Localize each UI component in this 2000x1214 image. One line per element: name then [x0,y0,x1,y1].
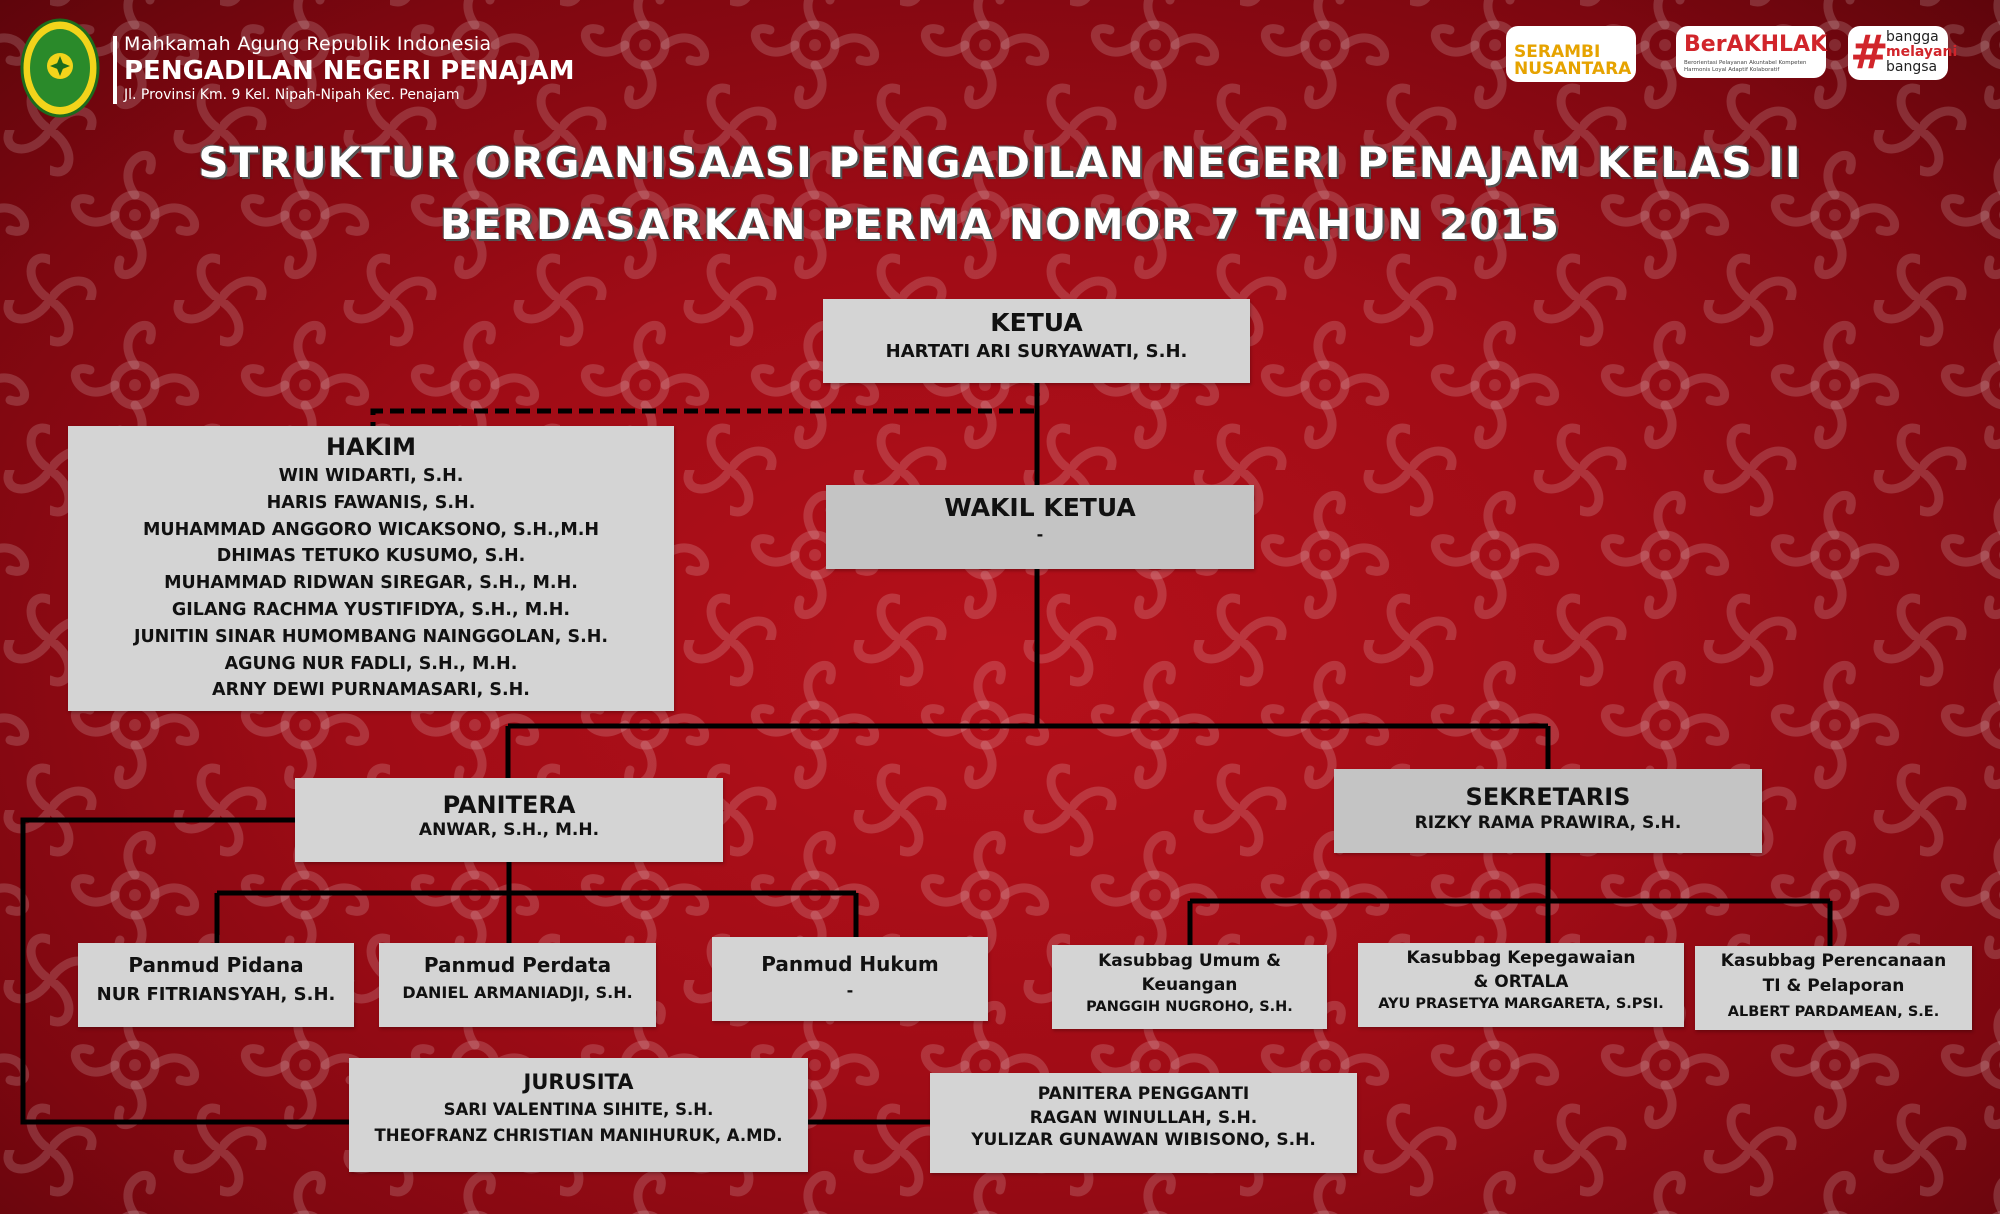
node-wakil-ketua [826,485,1254,569]
node-name: PANGGIH NUGROHO, S.H. [1086,999,1293,1015]
hashtag-icon: # [1850,25,1889,79]
court-logo-icon [20,18,100,118]
node-role-line: Kasubbag Kepegawaian [1406,948,1636,968]
node-panmud-perdata [379,943,656,1027]
court-name: PENGADILAN NEGERI PENAJAM [124,56,575,86]
node-name: HARTATI ARI SURYAWATI, S.H. [885,341,1188,362]
node-name: - [846,981,854,1000]
serambi-nusantara-logo [1506,26,1636,82]
node-role: PANITERA PENGGANTI [1037,1084,1250,1104]
node-name: SARI VALENTINA SIHITE, S.H. [443,1100,714,1119]
node-name: DANIEL ARMANIADJI, S.H. [402,983,633,1002]
node-name: NUR FITRIANSYAH, S.H. [96,984,336,1005]
bangga-word-1: bangga [1886,29,1939,45]
node-role-line: Kasubbag Perencanaan [1720,951,1947,971]
node-role-line: TI & Pelaporan [1762,976,1905,996]
node-role: Panmud Pidana [128,953,304,977]
node-role: Panmud Hukum [761,952,939,976]
hakim-name: AGUNG NUR FADLI, S.H., M.H. [224,653,518,674]
serambi-logo-text: SERAMBI NUSANTARA [1514,42,1632,79]
berakhlak-logo-text: BerAKHLAK [1684,32,1828,57]
page-title-line-1: STRUKTUR ORGANISAASI PENGADILAN NEGERI PENAJAM KELAS II [198,138,1802,187]
node-role: WAKIL KETUA [944,493,1136,522]
header-divider [113,36,117,104]
bangga-word-3: bangsa [1886,59,1938,75]
institution-name: Mahkamah Agung Republik Indonesia [124,33,492,55]
node-role: JURUSITA [523,1070,634,1094]
node-role: Panmud Perdata [423,953,612,977]
node-name: RIZKY RAMA PRAWIRA, S.H. [1414,813,1682,833]
node-role-line: Keuangan [1141,975,1238,995]
berakhlak-logo [1676,26,1826,78]
node-role: PANITERA [442,791,576,819]
node-name: ALBERT PARDAMEAN, S.E. [1727,1004,1940,1020]
node-kasubbag-perencanaan [1695,946,1972,1030]
court-address: Jl. Provinsi Km. 9 Kel. Nipah-Nipah Kec. Penajam [124,87,460,103]
hakim-name: MUHAMMAD ANGGORO WICAKSONO, S.H.,M.H [142,519,600,540]
hakim-name: ARNY DEWI PURNAMASARI, S.H. [212,680,530,701]
node-name: THEOFRANZ CHRISTIAN MANIHURUK, A.MD. [374,1126,783,1145]
hakim-name: DHIMAS TETUKO KUSUMO, S.H. [216,546,526,567]
node-sekretaris [1334,769,1762,853]
node-name: RAGAN WINULLAH, S.H. [1029,1108,1258,1128]
node-name: AYU PRASETYA MARGARETA, S.PSI. [1378,996,1664,1012]
node-role: HAKIM [325,433,417,461]
node-role-line: & ORTALA [1473,972,1569,992]
node-panmud-pidana [78,943,354,1027]
node-name: YULIZAR GUNAWAN WIBISONO, S.H. [971,1130,1316,1150]
node-kasubbag-kepegawaian [1358,943,1684,1027]
node-kasubbag-umum [1052,945,1327,1029]
node-panitera [295,778,723,862]
node-name: ANWAR, S.H., M.H. [418,820,600,840]
hakim-name: GILANG RACHMA YUSTIFIDYA, S.H., M.H. [171,599,571,620]
node-panmud-hukum [712,937,988,1021]
hakim-name: WIN WIDARTI, S.H. [278,466,464,486]
berakhlak-tagline: Berorientasi Pelayanan Akuntabel Kompeten Harmonis Loyal Adaptif Kolaboratif [1684,60,1807,73]
node-role-line: Kasubbag Umum & [1098,951,1281,971]
hakim-name: HARIS FAWANIS, S.H. [266,492,476,513]
header-text [124,32,575,104]
bangga-word-2: melayani [1886,44,1958,60]
node-panitera-pengganti [930,1073,1357,1173]
page-title-line-2: BERDASARKAN PERMA NOMOR 7 TAHUN 2015 [439,200,1561,249]
node-role: SEKRETARIS [1465,783,1631,811]
node-ketua [823,299,1250,383]
node-name: - [1036,525,1044,544]
node-jurusita [349,1058,808,1172]
bangga-melayani-bangsa-logo [1848,25,1958,80]
node-hakim [68,426,674,711]
node-role: KETUA [990,308,1083,337]
hakim-name: MUHAMMAD RIDWAN SIREGAR, S.H., M.H. [164,573,578,594]
hakim-name: JUNITIN SINAR HUMOMBANG NAINGGOLAN, S.H. [133,626,609,647]
